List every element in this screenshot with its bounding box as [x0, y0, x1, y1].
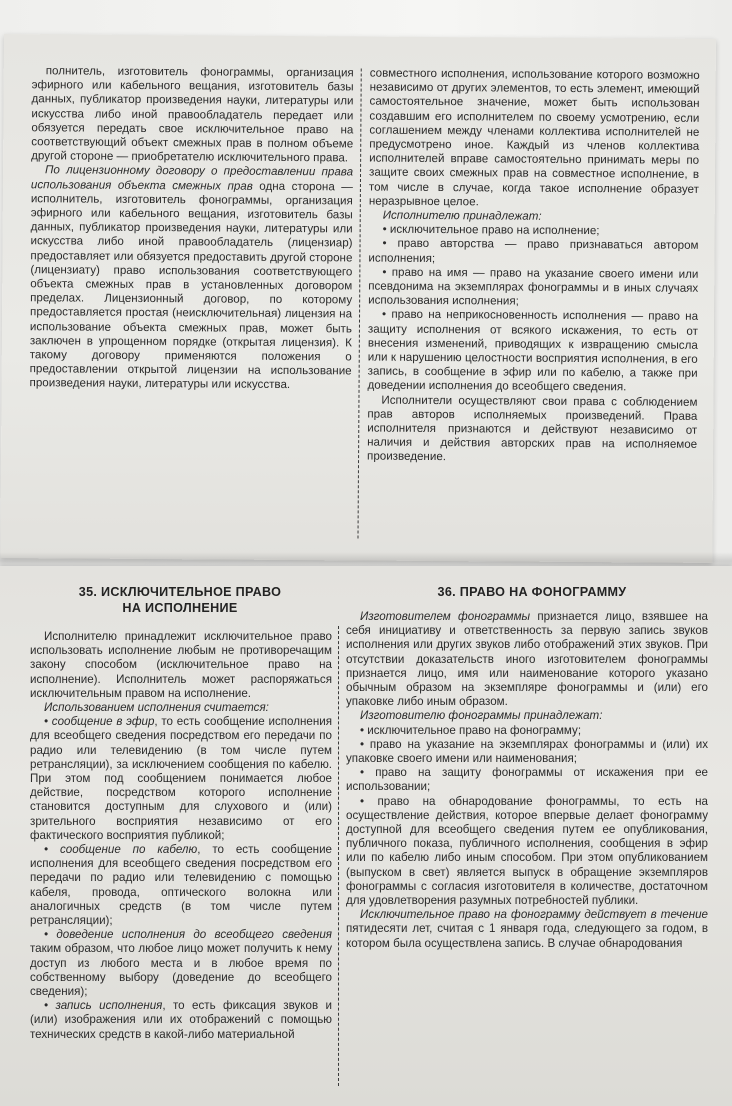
paragraph: [30, 928, 332, 999]
paragraph-text: , то есть сообщение исполнения для всеобщего сведения посредством его передачи по радио или телевидению (в том числе путем ретрансляции), за исключением сообщения по кабелю. При этом под сообщением понимается любое действие, посредством которого исполнение становится доступным для слухового и (или) зрительного восприятия независимо от его фактического восприятия публикой;: [30, 715, 332, 842]
paragraph: Исполнителю принадлежит исключительное право использовать исполнение любым не противоречащим закону способом (исключительное право на исполнение). Исполнитель может распоряжаться исключительным правом на исполнение.: [30, 630, 332, 700]
paragraph: совместного исполнения, использование которого возможно независимо от других элементов, то есть элемент, имеющий самостоятельное значение, может быть использован создавшим его исполнителем по своему усмотрению, если соглашением между членами коллектива исполнителей не предусмотрено иное. Каждый из членов коллектива исполнителей вправе самостоятельно принимать меры по защите своих смежных прав на совместное исполнение, в том числе в случае, когда такое исполнение образует неразрывное целое.: [368, 66, 700, 209]
paragraph: [30, 999, 332, 1042]
paragraph: • право на неприкосновенность исполнения — право на защиту исполнения от всякого искажения, то есть от внесения изменений, приводящих к извращению смысла или к нарушению целостности восприятия исполнения, в его запись, в сообщение в эфир или по кабелю, а также при доведении исполнения до всеобщего сведения.: [367, 308, 699, 394]
paragraph: [30, 164, 354, 393]
paragraph-lead: По лицензионному договору о предоставлении права использования объекта смежных прав: [30, 163, 354, 193]
top-page: [0, 34, 716, 563]
bottom-column-divider: [338, 626, 339, 1086]
paragraph: • право на указание на экземплярах фонограммы и (или) их упаковке своего имени или наименования;: [346, 737, 708, 766]
section-36-heading: 36. ПРАВО НА ФОНОГРАММУ: [437, 585, 627, 599]
bottom-right-column: [346, 610, 708, 951]
paragraph: • исключительное право на исполнение;: [382, 222, 600, 238]
paragraph: [346, 610, 708, 709]
paragraph-text: , то есть сообщение исполнения для всеобщего сведения посредством его передачи по радио или телевидению с помощью кабеля, провода, оптического волокна или аналогичных средств (в том числе путем ретрансляции);: [30, 843, 332, 928]
paragraph: [30, 715, 332, 843]
paragraph-lead: • доведение исполнения до всеобщего сведения: [44, 928, 332, 942]
paragraph: [346, 908, 708, 951]
top-right-column: [367, 67, 700, 467]
paragraph-text: таким образом, что любое лицо может получить к нему доступ из любого места и в любое время по собственному выбору (доведение до всеобщего сведения);: [30, 942, 332, 999]
paragraph: полнитель, изготовитель фонограммы, организация эфирного или кабельного вещания, изготовитель базы данных, публикатор произведения науки, литературы или искусства либо иной правообладатель передает или обязуется передать свое исключительное право на соответствующий объект смежных прав в полном объеме другой стороне — приобретателю исключительного права.: [31, 64, 354, 165]
paragraph: [30, 843, 332, 928]
paragraph: Исполнителю принадлежат:: [382, 208, 542, 223]
bottom-page: [0, 566, 732, 1106]
paragraph-text: одна сторона — исполнитель, изготовитель фонограммы, организация эфирного или кабельного вещания, изготовитель базы данных, публикатор произведения науки, литературы или искусства либо иной правообладатель (лицензиар) предоставляет или обязуется предоставить другой стороне (лицензиату) право использования соответствующего объекта смежных прав в установленных договором пределах. Лицензионный договор, по которому предоставляется простая (неисключительная) лицензия на использование объекта смежных прав, может быть заключен в упрощенном порядке (открытая лицензия). К такому договору применяются положения о предоставлении открытой лицензии на использование произведения науки, литературы или искусства.: [29, 179, 353, 392]
section-35-heading-line1: 35. ИСКЛЮЧИТЕЛЬНОЕ ПРАВО: [78, 585, 282, 599]
paragraph: Исполнители осуществляют свои права с соблюдением прав авторов исполняемых произведений. Права исполнителя признаются и действуют независимо от наличия и действия авторских прав на исполняемое произведение.: [367, 393, 698, 464]
bottom-left-column: [30, 630, 332, 1042]
paragraph: • право на защиту фонограммы от искажения при ее использовании;: [346, 766, 708, 794]
section-35-heading: [20, 584, 340, 616]
paragraph-text: , то есть фиксация звуков и (или) изображения или их отображений с помощью технических средств в какой-либо материальной: [30, 999, 332, 1041]
top-column-divider: [357, 68, 361, 538]
paragraph-lead: Исключительное право на фонограмму действует в течение: [360, 908, 708, 922]
paragraph-text: пятидесяти лет, считая с 1 января года, следующего за годом, в котором была осуществлена запись. В случае обнародования: [346, 922, 708, 950]
paragraph: • право авторства — право признаваться автором исполнения;: [368, 237, 699, 265]
section-35-heading-line2: НА ИСПОЛНЕНИЕ: [122, 601, 238, 615]
paragraph: • право на обнародование фонограммы, то есть на осуществление действия, которое впервые делает фонограмму доступной для всеобщего сведения путем ее опубликования, публичного показа, публичного исполнения, сообщения в эфир или по кабелю либо иным способом. При этом опубликованием (выпуском в свет) является выпуск в обращение экземпляров фонограммы с согласия изготовителя в количестве, достаточном для удовлетворения разумных потребностей публики.: [346, 794, 708, 908]
paragraph: Использованием исполнения считается:: [44, 701, 269, 715]
paragraph: • право на имя — право на указание своего имени или псевдонима на экземплярах фонограммы и в иных случаях использования исполнения;: [368, 265, 699, 308]
paragraph: Изготовителю фонограммы принадлежат:: [360, 709, 603, 723]
paragraph-text: признается лицо, взявшее на себя инициативу и ответственность за первую запись звуков исполнения или других звуков либо отображений этих звуков. При отсутствии доказательств иного изготовителем фонограммы признается лицо, имя или наименование которого указано обычным образом на экземпляре фонограммы и (или) его упаковке либо иным образом.: [346, 610, 708, 709]
paragraph-lead: • запись исполнения: [44, 999, 163, 1013]
paragraph: • исключительное право на фонограмму;: [360, 723, 582, 737]
paragraph-lead: Изготовителем фонограммы: [360, 610, 531, 623]
paragraph-lead: • сообщение в эфир: [44, 715, 155, 729]
paragraph-lead: • сообщение по кабелю: [44, 843, 198, 857]
top-left-column: [30, 64, 354, 393]
